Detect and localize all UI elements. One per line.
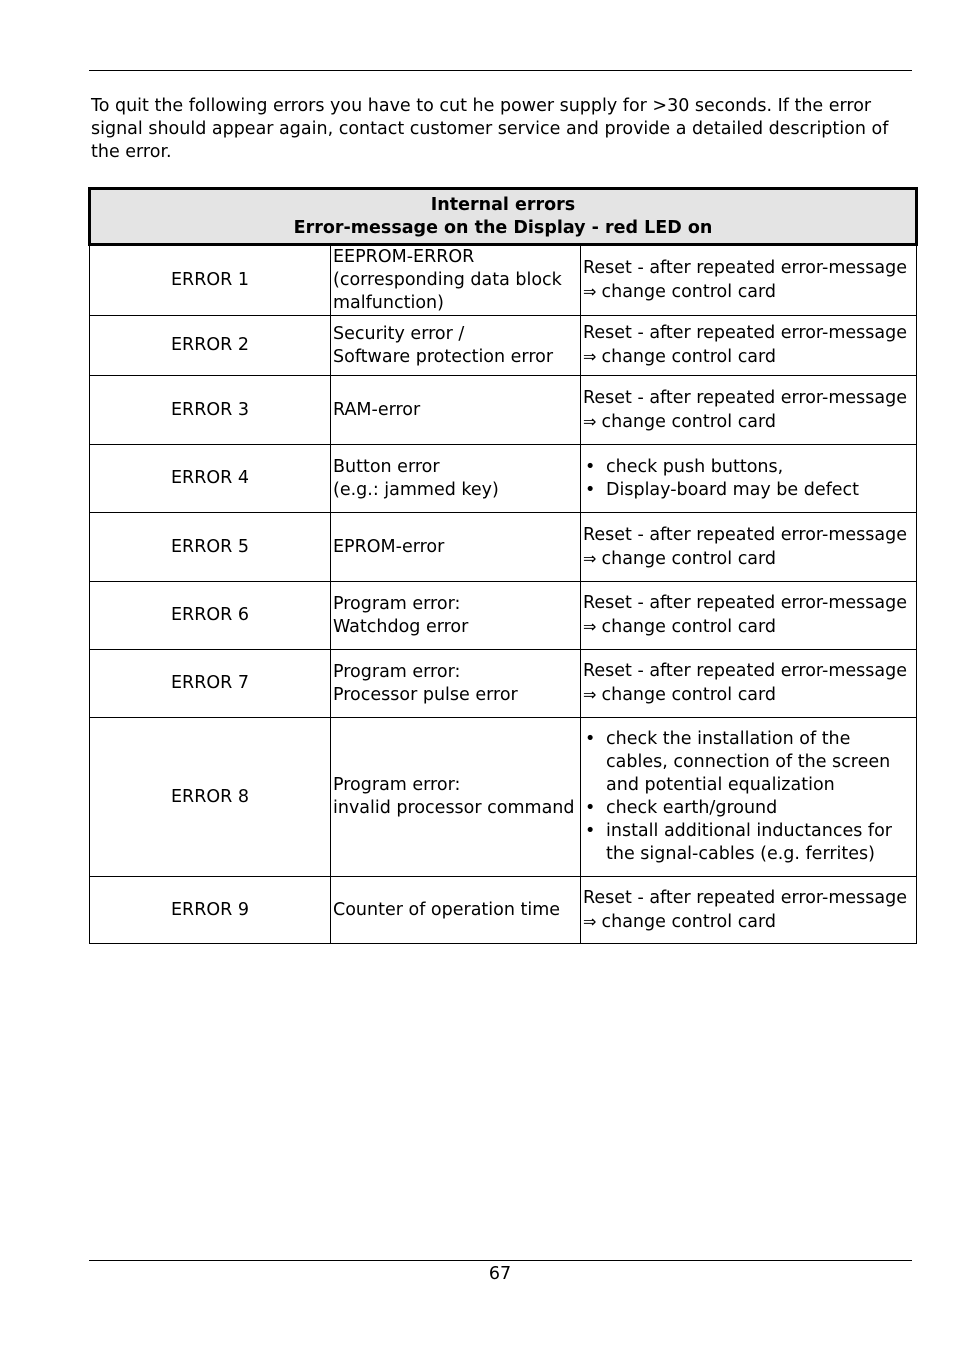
arrow-icon: ⇒: [583, 282, 602, 301]
table-row: [90, 316, 917, 376]
error-cause: [331, 650, 581, 718]
error-code: ERROR 4: [90, 445, 331, 513]
remedy-line: Reset - after repeated error-message: [583, 887, 907, 908]
remedy-action: change control card: [601, 685, 777, 705]
error-code: ERROR 9: [90, 877, 331, 944]
error-code: ERROR 2: [90, 316, 331, 376]
error-remedy: [581, 316, 917, 376]
error-cause: [331, 513, 581, 582]
cause-line: (e.g.: jammed key): [333, 479, 499, 500]
cause-line: RAM-error: [333, 399, 421, 420]
table-title: Internal errors: [430, 194, 576, 215]
error-code: ERROR 5: [90, 513, 331, 582]
remedy-bullet: • check earth/ground: [583, 797, 914, 820]
remedy-line: [583, 910, 914, 934]
error-code: ERROR 1: [90, 245, 331, 316]
remedy-line: Reset - after repeated error-message: [583, 524, 907, 545]
remedy-line: Reset - after repeated error-message: [583, 323, 907, 343]
table-row: [90, 650, 917, 718]
error-remedy: [581, 650, 917, 718]
remedy-action: change control card: [601, 617, 777, 637]
table-row: [90, 582, 917, 650]
intro-paragraph: To quit the following errors you have to cut he power supply for >30 seconds. If the error signal should appear again, contact customer service and provide a detailed description of the error.: [91, 96, 889, 162]
cause-line: (corresponding data block: [333, 270, 562, 290]
arrow-icon: ⇒: [583, 685, 602, 704]
error-cause: [331, 245, 581, 316]
table-row: [90, 513, 917, 582]
cause-line: invalid processor command: [333, 798, 575, 818]
cause-line: Software protection error: [333, 346, 554, 367]
arrow-icon: ⇒: [583, 911, 602, 931]
remedy-line: Reset - after repeated error-message: [583, 387, 907, 408]
error-remedy: [581, 582, 917, 650]
remedy-line: Reset - after repeated error-message: [583, 593, 907, 613]
error-cause: [331, 877, 581, 944]
table-row: [90, 376, 917, 445]
remedy-line: [583, 683, 914, 707]
page-number: 67: [488, 1264, 512, 1284]
remedy-action: change control card: [601, 411, 777, 432]
top-rule: [89, 70, 912, 71]
remedy-action: change control card: [601, 347, 777, 367]
cause-line: Program error:: [333, 593, 461, 614]
error-code: ERROR 3: [90, 376, 331, 445]
error-cause: [331, 316, 581, 376]
table-subtitle: Error-message on the Display - red LED on: [293, 217, 713, 238]
error-cause: [331, 718, 581, 877]
table-row: [90, 445, 917, 513]
remedy-line: Reset - after repeated error-message: [583, 258, 907, 278]
cause-line: Program error:: [333, 661, 461, 682]
remedy-line: [583, 345, 914, 369]
remedy-line: Reset - after repeated error-message: [583, 661, 907, 681]
table-header-row: [90, 189, 917, 245]
remedy-list: [583, 456, 914, 502]
error-remedy: [581, 877, 917, 944]
error-cause: [331, 376, 581, 445]
error-remedy: [581, 718, 917, 877]
cause-line: Button error: [333, 456, 440, 477]
arrow-icon: ⇒: [583, 617, 602, 636]
cause-line: Program error:: [333, 775, 461, 795]
remedy-list: [583, 728, 914, 866]
cause-line: malfunction): [333, 293, 444, 313]
cause-line: Processor pulse error: [333, 684, 518, 705]
remedy-line: [583, 547, 914, 571]
error-remedy: [581, 376, 917, 445]
table-row: [90, 718, 917, 877]
bottom-rule: [89, 1260, 912, 1261]
arrow-icon: ⇒: [583, 347, 602, 366]
table-row: [90, 245, 917, 316]
remedy-line: [583, 615, 914, 639]
remedy-bullet: • check the installation of the cables, connection of the screen and potential equalization: [583, 728, 914, 797]
remedy-line: [583, 280, 914, 304]
remedy-action: change control card: [601, 548, 777, 569]
internal-errors-table: [88, 187, 918, 944]
remedy-bullet: • install additional inductances for the signal-cables (e.g. ferrites): [583, 820, 914, 866]
arrow-icon: ⇒: [583, 548, 602, 568]
cause-line: EEPROM-ERROR: [333, 247, 475, 267]
arrow-icon: ⇒: [583, 411, 602, 431]
remedy-action: change control card: [601, 911, 777, 932]
cause-line: Security error /: [333, 323, 465, 344]
error-remedy: [581, 245, 917, 316]
error-cause: [331, 582, 581, 650]
error-code: ERROR 8: [90, 718, 331, 877]
cause-line: EPROM-error: [333, 536, 445, 557]
table-header: [90, 189, 917, 245]
remedy-bullet: • Display-board may be defect: [583, 479, 914, 502]
cause-line: Watchdog error: [333, 616, 469, 637]
table-row: [90, 877, 917, 944]
error-code: ERROR 7: [90, 650, 331, 718]
error-cause: [331, 445, 581, 513]
cause-line: Counter of operation time: [333, 899, 561, 920]
error-remedy: [581, 513, 917, 582]
error-code: ERROR 6: [90, 582, 331, 650]
remedy-line: [583, 410, 914, 434]
remedy-action: change control card: [601, 282, 777, 302]
remedy-bullet: • check push buttons,: [583, 456, 914, 479]
error-remedy: [581, 445, 917, 513]
